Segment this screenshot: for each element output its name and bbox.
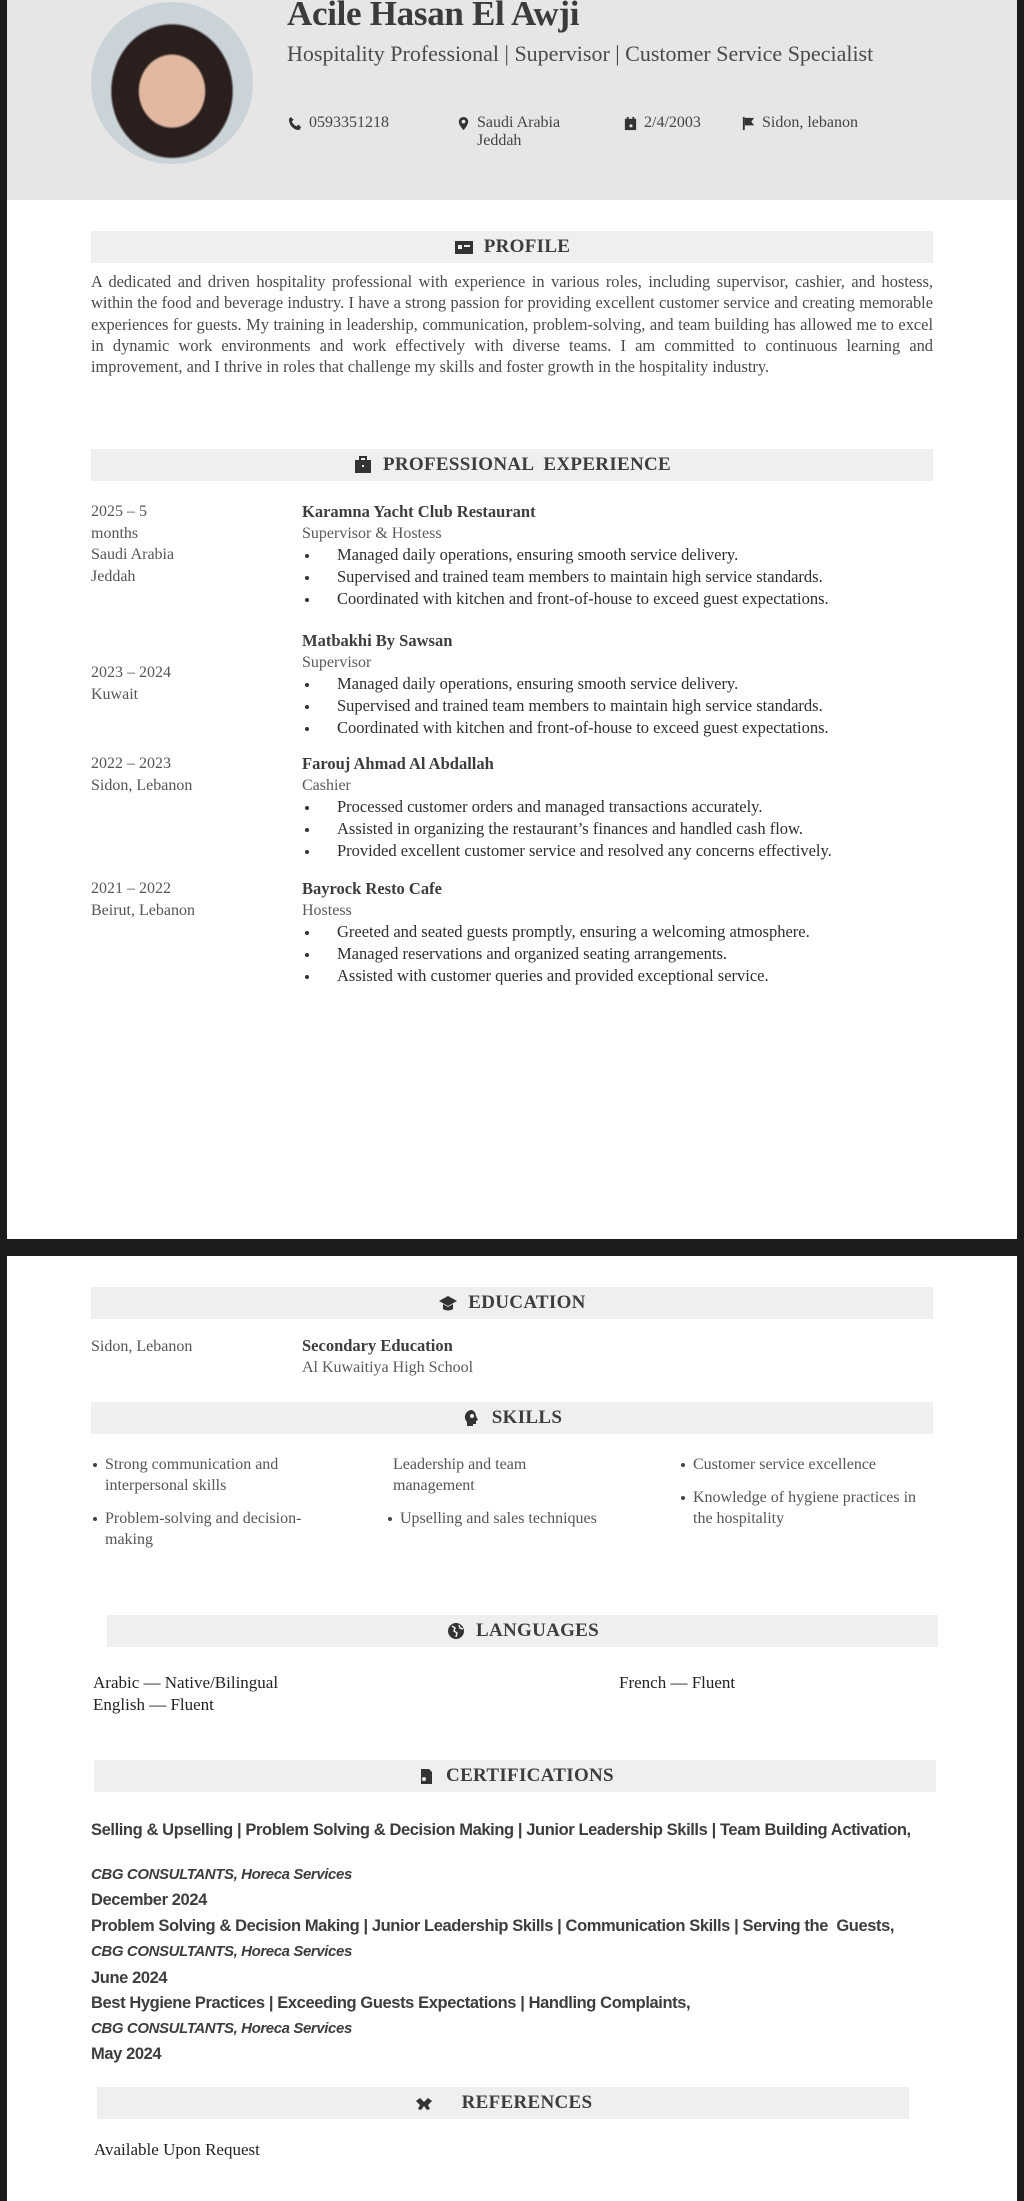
job-bullet: Coordinated with kitchen and front-of-house to exceed guest expectations.	[302, 717, 942, 739]
profile-heading: PROFILE	[91, 231, 933, 263]
graduation-cap-icon	[438, 1293, 458, 1313]
calendar-icon	[623, 116, 638, 131]
resume-page-1	[7, 0, 1017, 1239]
language-item: French — Fluent	[619, 1673, 736, 1692]
handshake-icon	[414, 2093, 434, 2113]
job-bullet: Processed customer orders and managed transactions accurately.	[302, 796, 942, 818]
job-entry	[302, 630, 942, 738]
certification-issuer: CBG CONSULTANTS, Horeca Services	[91, 1866, 352, 1883]
education-degree: Secondary Education	[302, 1336, 453, 1355]
references-text: Available Upon Request	[94, 2140, 260, 2159]
job-role: Cashier	[302, 777, 351, 794]
education-school: Al Kuwaitiya High School	[302, 1359, 474, 1376]
job-bullet: Supervised and trained team members to maintain high service standards.	[302, 566, 942, 588]
job-meta-line: Sidon, Lebanon	[91, 776, 193, 794]
location-pin-icon	[456, 116, 471, 131]
job-bullet: Assisted in organizing the restaurant’s finances and handled cash flow.	[302, 818, 942, 840]
job-meta-line: 2023 – 2024	[91, 664, 171, 681]
skill-item: Upselling and sales techniques	[386, 1508, 636, 1529]
job-meta-line: Saudi Arabia	[91, 546, 175, 563]
job-meta-line: Jeddah	[91, 567, 136, 585]
certification-date: June 2024	[91, 1969, 168, 1987]
job-meta	[91, 501, 174, 587]
references-heading: REFERENCES	[97, 2087, 909, 2119]
job-company: Matbakhi By Sawsan	[302, 631, 453, 650]
language-item: Arabic — Native/Bilingual	[93, 1673, 279, 1692]
language-item: English — Fluent	[93, 1695, 214, 1714]
skill-item: Problem-solving and decision-making	[91, 1508, 341, 1550]
certification-issuer: CBG CONSULTANTS, Horeca Services	[91, 2020, 352, 2037]
job-meta-line: Beirut, Lebanon	[91, 901, 195, 919]
head-brain-icon	[462, 1408, 482, 1428]
skill-item: Customer service excellence	[679, 1454, 929, 1475]
globe-icon	[446, 1621, 466, 1641]
job-bullet: Managed daily operations, ensuring smooth service delivery.	[302, 673, 942, 695]
contact-origin	[741, 114, 858, 132]
job-bullet: Assisted with customer queries and provided exceptional service.	[302, 965, 942, 987]
resume-page-2	[7, 1256, 1017, 2201]
certification-title: Best Hygiene Practices | Exceeding Guests Expectations | Handling Complaints,	[91, 1994, 691, 2012]
job-meta-line: months	[91, 524, 139, 542]
job-company: Bayrock Resto Cafe	[302, 879, 442, 898]
candidate-title: Hospitality Professional | Supervisor | Customer Service Specialist	[287, 41, 874, 66]
job-role: Hostess	[302, 902, 352, 919]
certification-title: Selling & Upselling | Problem Solving & Decision Making | Junior Leadership Skills | Team Building Activation,	[91, 1821, 911, 1839]
skill-item: Leadership and team management	[393, 1456, 527, 1494]
flag-icon	[741, 116, 756, 131]
contact-birthdate	[623, 114, 701, 132]
certificate-icon	[416, 1766, 436, 1786]
job-role: Supervisor	[302, 654, 372, 671]
education-heading: EDUCATION	[91, 1287, 933, 1319]
certification-title: Problem Solving & Decision Making | Junior Leadership Skills | Communication Skills | Serving the Guests,	[91, 1917, 895, 1935]
job-company: Farouj Ahmad Al Abdallah	[302, 754, 494, 773]
job-entry	[302, 501, 942, 609]
contact-location	[456, 114, 560, 150]
origin-text: Sidon, lebanon	[762, 114, 858, 131]
job-meta-line: 2022 – 2023	[91, 755, 171, 772]
location-text: Saudi Arabia Jeddah	[477, 114, 561, 149]
certifications-heading: CERTIFICATIONS	[94, 1760, 936, 1792]
certification-issuer: CBG CONSULTANTS, Horeca Services	[91, 1943, 352, 1960]
job-entry	[302, 753, 942, 861]
briefcase-icon	[353, 455, 373, 475]
birthdate-text: 2/4/2003	[644, 114, 701, 131]
candidate-name: Acile Hasan El Awji	[287, 0, 580, 33]
job-bullet: Coordinated with kitchen and front-of-house to exceed guest expectations.	[302, 588, 942, 610]
job-entry	[302, 878, 942, 986]
skill-item: Knowledge of hygiene practices in the hospitality	[679, 1487, 929, 1529]
job-role: Supervisor & Hostess	[302, 525, 442, 542]
profile-photo	[91, 2, 253, 164]
job-bullet: Supervised and trained team members to maintain high service standards.	[302, 695, 942, 717]
job-meta-line: Kuwait	[91, 685, 139, 703]
job-bullet: Managed reservations and organized seating arrangements.	[302, 943, 942, 965]
job-bullet: Managed daily operations, ensuring smooth service delivery.	[302, 544, 942, 566]
phone-icon	[288, 116, 303, 131]
id-card-icon	[454, 237, 474, 257]
experience-heading: PROFESSIONAL EXPERIENCE	[91, 449, 933, 481]
skill-item: Strong communication and interpersonal skills	[91, 1454, 341, 1496]
job-bullet: Provided excellent customer service and resolved any concerns effectively.	[302, 840, 942, 862]
certification-date: May 2024	[91, 2045, 162, 2063]
job-meta	[91, 753, 192, 796]
job-meta	[91, 662, 171, 705]
job-meta-line: 2021 – 2022	[91, 880, 171, 897]
education-location: Sidon, Lebanon	[91, 1338, 193, 1355]
skills-heading: SKILLS	[91, 1402, 933, 1434]
job-meta-line: 2025 – 5	[91, 503, 147, 520]
contact-phone	[288, 114, 389, 132]
profile-text: A dedicated and driven hospitality professional with experience in various roles, including supervisor, cashier, and hostess, within the food and beverage industry. I have a strong passion for providing excellent customer service and creating memorable experiences for guests. My training in leadership, communication, problem-solving, and team building has allowed me to excel in dynamic work environments and work effectively with diverse teams. I am committed to continuous learning and improvement, and I thrive in roles that challenge my skills and foster growth in the hospitality industry.	[91, 272, 933, 377]
phone-text: 0593351218	[309, 114, 389, 131]
languages-heading: LANGUAGES	[107, 1615, 938, 1647]
certification-date: December 2024	[91, 1891, 207, 1909]
job-bullet: Greeted and seated guests promptly, ensuring a welcoming atmosphere.	[302, 921, 942, 943]
job-company: Karamna Yacht Club Restaurant	[302, 502, 536, 521]
job-meta	[91, 878, 195, 921]
